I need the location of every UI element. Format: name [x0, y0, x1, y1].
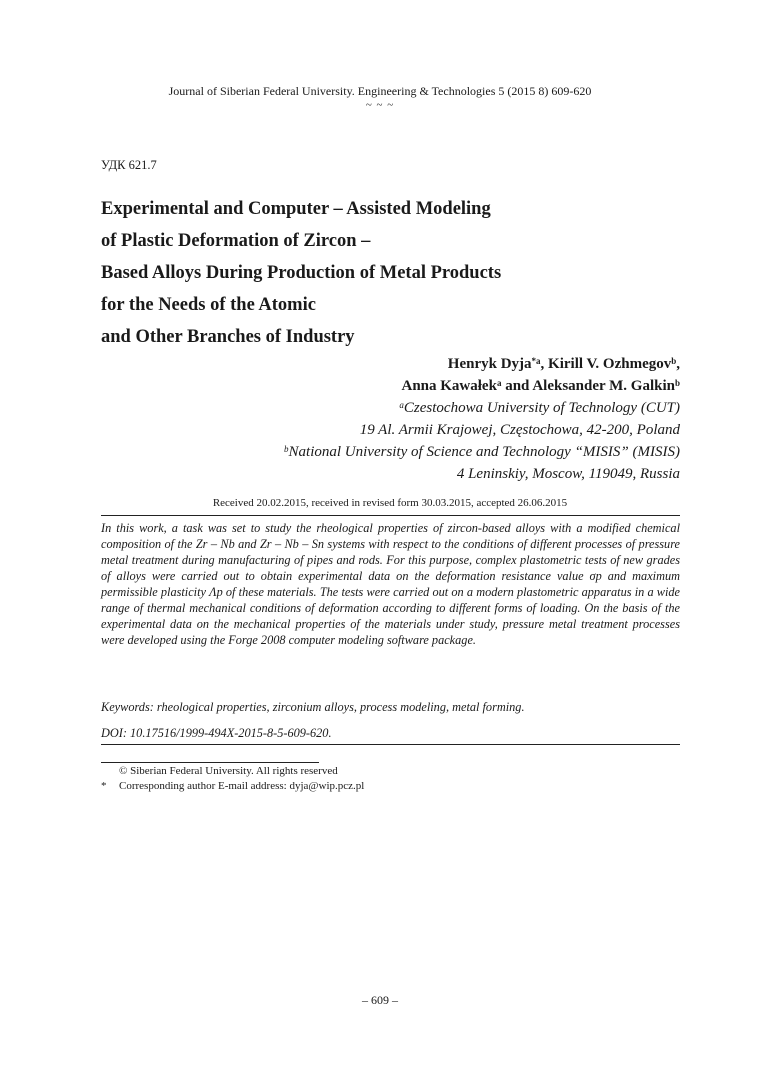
title-line: of Plastic Deformation of Zircon – [101, 231, 371, 251]
keywords: Keywords: rheological properties, zirconium alloys, process modeling, metal forming. [101, 700, 525, 714]
author-line: Henryk Dyja$^{*a}$, Kirill V. Ozhmegov$^b$, [447, 356, 680, 372]
udk-code: УДК 621.7 [101, 158, 157, 172]
paper-title [101, 193, 661, 353]
author-name: Aleksander M. Galkin [532, 378, 675, 394]
author-line [284, 375, 680, 397]
affiliation-b: $^b$National University of Science and Technology “MISIS” (MISIS) [284, 444, 680, 460]
author-name: Henryk Dyja [447, 356, 532, 372]
footnote-copyright: © Siberian Federal University. All rights reserved [119, 765, 338, 777]
footnote-corresponding: * Corresponding author E-mail address: dyja@wip.pcz.pl [101, 780, 365, 792]
author-name: Anna Kawałek [401, 378, 497, 394]
author-affiliation-mark: *a [531, 356, 541, 366]
abstract-bottom-rule [101, 744, 680, 745]
title-line: for the Needs of the Atomic [101, 295, 316, 315]
author-affiliation-mark: b [674, 378, 680, 388]
received-dates: Received 20.02.2015, received in revised form 30.03.2015, accepted 26.06.2015 [212, 497, 568, 509]
affiliation-a-address: 19 Al. Armii Krajowej, Częstochowa, 42-200, Poland [359, 422, 680, 438]
affiliation-a: $^a$Czestochowa University of Technology (CUT) [399, 400, 680, 416]
author-affiliation-mark: b [671, 356, 677, 366]
author-name: Kirill V. Ozhmegov [548, 356, 672, 372]
doi: DOI: 10.17516/1999-494X-2015-8-5-609-620. [101, 726, 332, 740]
abstract-top-rule [101, 515, 680, 516]
page-number: – 609 – [362, 993, 398, 1007]
author-conjunction: and [505, 378, 530, 394]
title-line: Experimental and Computer – Assisted Modeling [101, 199, 491, 219]
affiliation-b-address: 4 Leninskiy, Moscow, 119049, Russia [456, 466, 680, 482]
author-affiliation-mark: a [496, 378, 502, 388]
title-line: Based Alloys During Production of Metal Products [101, 263, 502, 283]
abstract-text: In this work, a task was set to study the rheological properties of zircon-based alloys with a modified chemical composition of the Zr – Nb and Zr – Nb – Sn systems with respect to the conditions of different processes of pressure metal treatment during manufacturing of pipes and rods. For this purpose, complex plastometric tests of new grades of alloys were carried out to obtain experimental data on the deformation resistance value σp and maximum permissible plasticity Λp of these materials. The tests were carried out on a modern plastometric apparatus in a wide range of thermal mechanical conditions of deformation according to different forms of loading. On the basis of the experimental data on the mechanical properties of the materials under study, pressure metal treatment processes were developed using the Forge 2008 computer modeling software package. [101, 521, 680, 647]
authors-block [284, 353, 680, 485]
title-line: and Other Branches of Industry [101, 327, 355, 347]
footnote-rule [101, 762, 319, 763]
journal-header: Journal of Siberian Federal University. Engineering & Technologies 5 (2015 8) 609-620 [168, 84, 592, 98]
header-ornament: ~ ~ ~ [365, 99, 395, 111]
